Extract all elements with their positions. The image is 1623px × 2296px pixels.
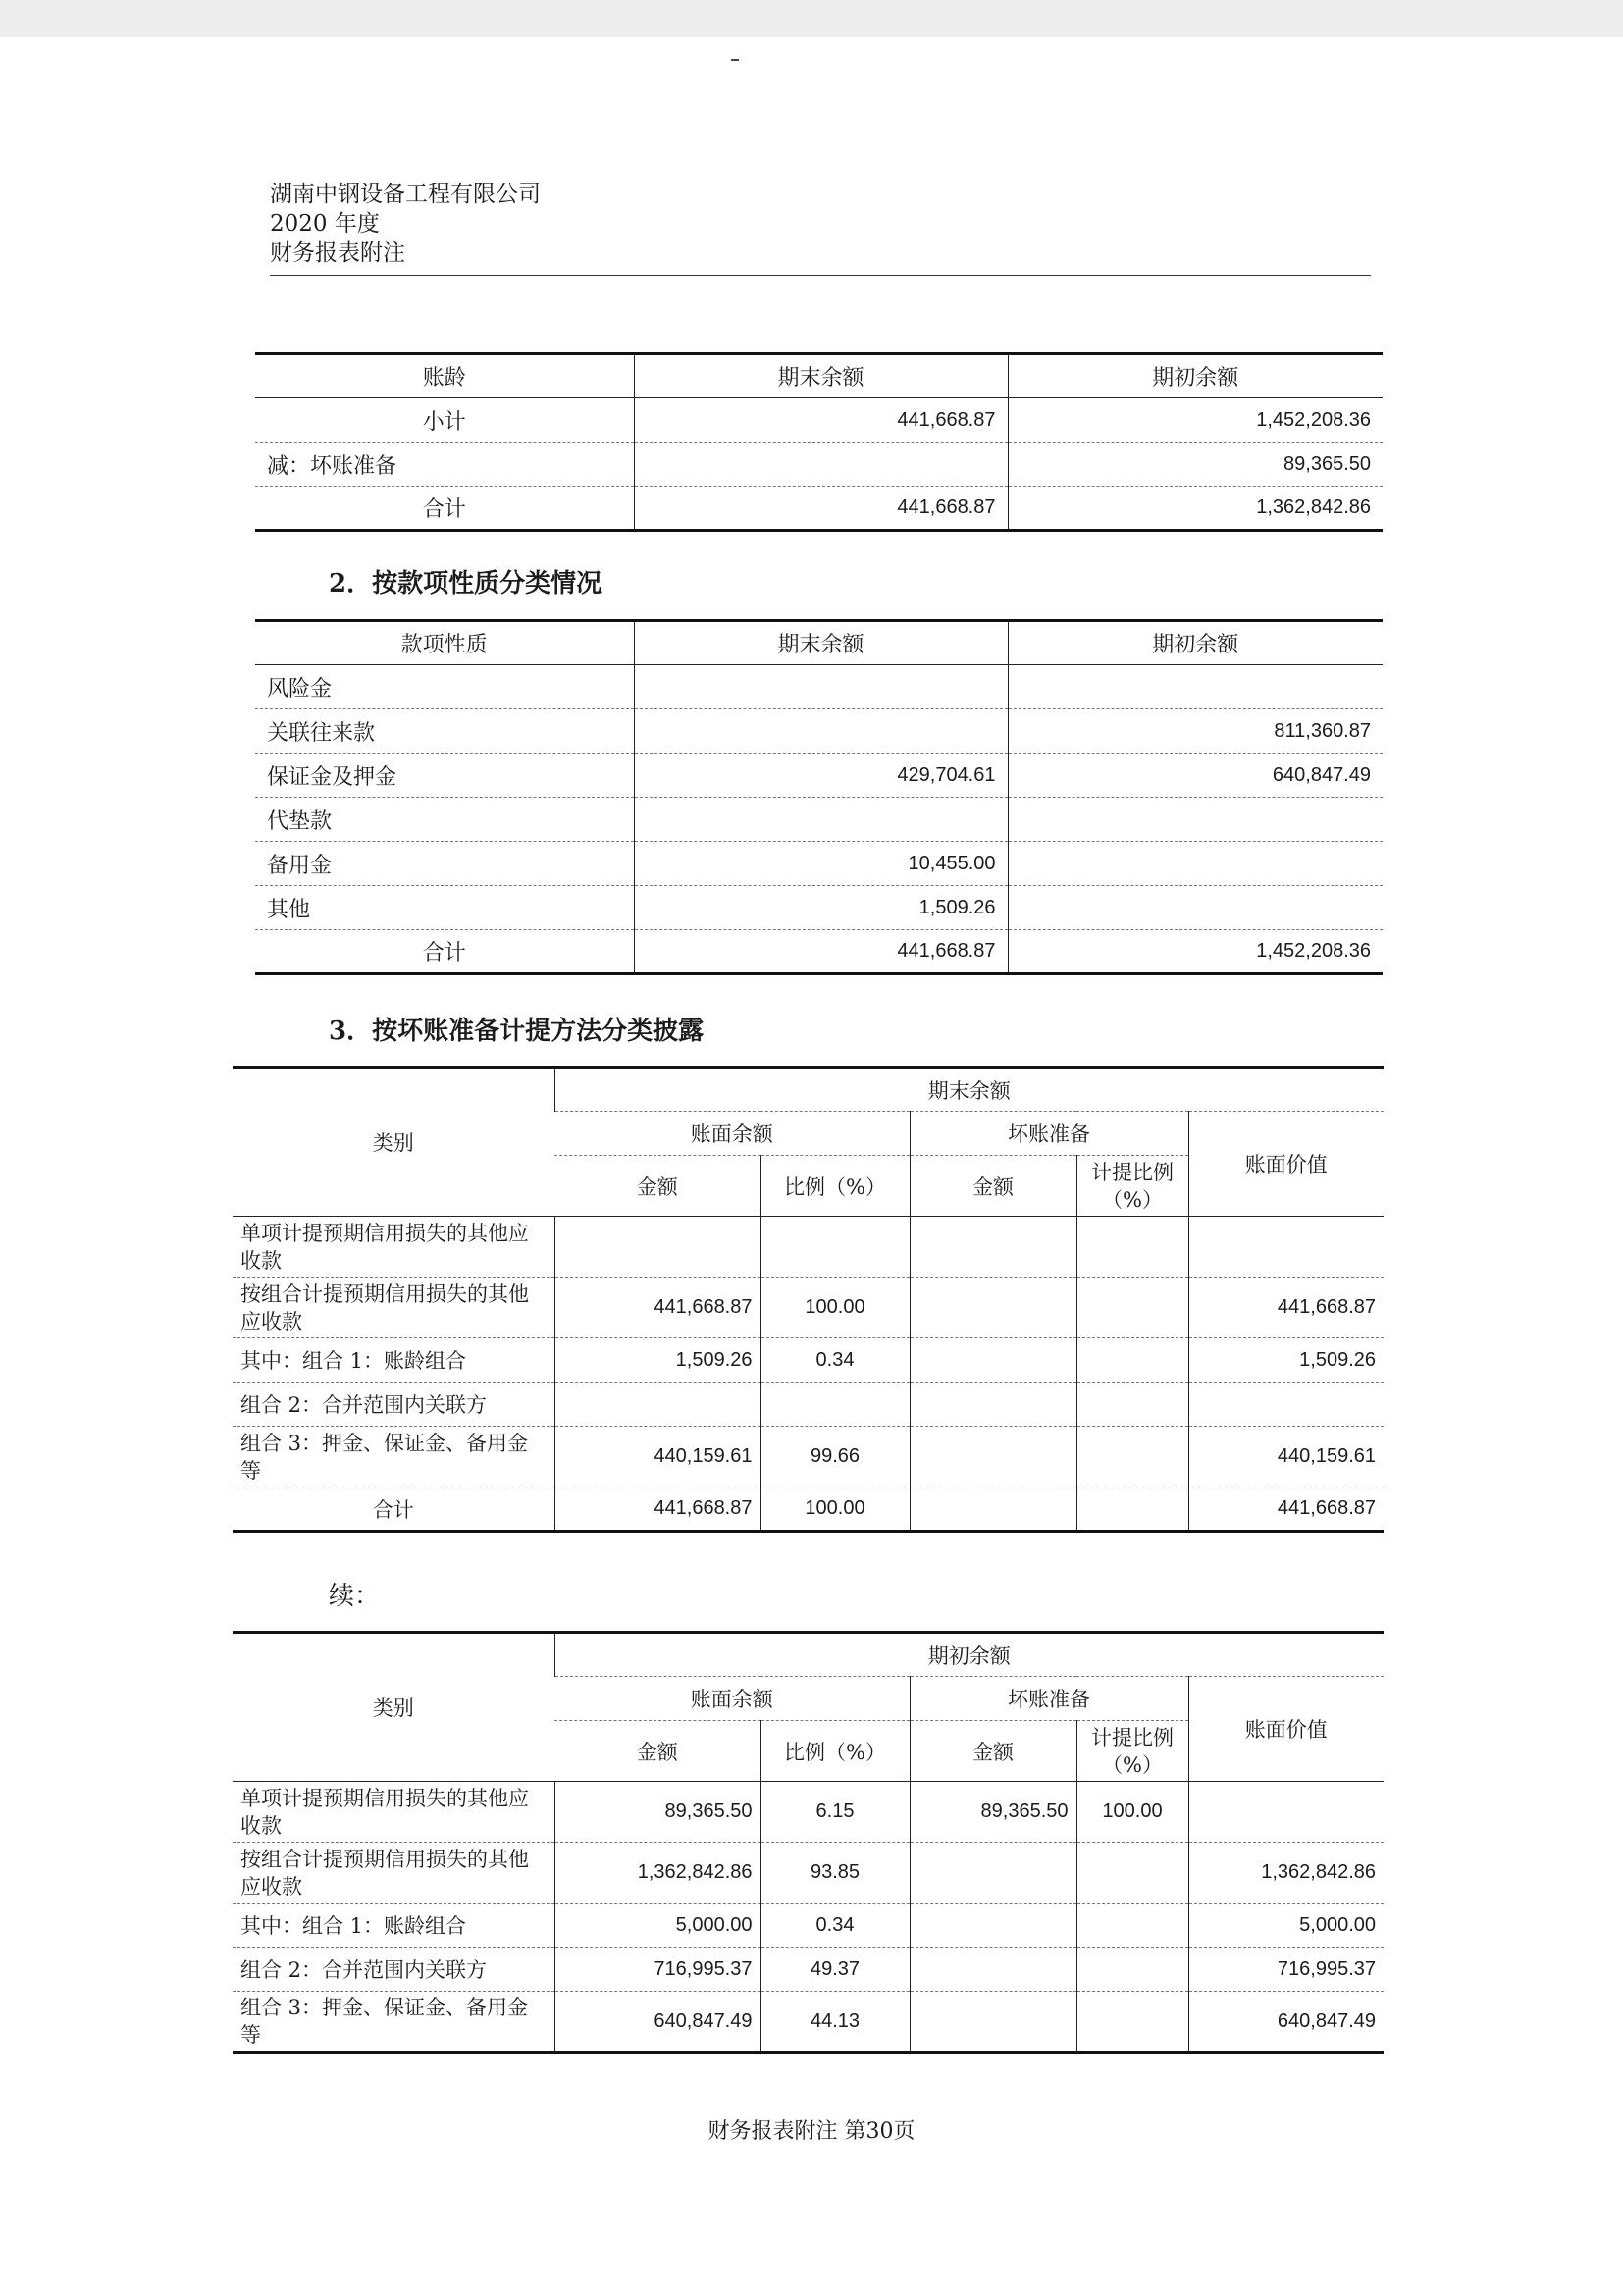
cell: 1,362,842.86	[554, 1843, 760, 1904]
row-label: 单项计提预期信用损失的其他应收款	[233, 1217, 554, 1278]
col-header-amount: 金额	[910, 1156, 1076, 1217]
table-row	[255, 886, 1383, 930]
col-header: 期末余额	[634, 621, 1008, 665]
cell	[554, 1217, 760, 1278]
cell	[910, 1843, 1076, 1904]
cell: 89,365.50	[910, 1782, 1076, 1843]
table-row	[233, 1383, 1384, 1427]
cell: 640,847.49	[1188, 1992, 1384, 2053]
cell: 441,668.87	[554, 1487, 760, 1532]
cell	[634, 709, 1008, 754]
scan-top-band	[0, 0, 1623, 37]
row-label: 组合 3：押金、保证金、备用金等	[233, 1992, 554, 2053]
cell	[760, 1383, 910, 1427]
col-header: 期初余额	[1008, 621, 1383, 665]
cell	[1188, 1383, 1384, 1427]
col-header-book-balance: 账面余额	[554, 1677, 910, 1721]
row-label: 其中：组合 1：账龄组合	[233, 1338, 554, 1383]
table-row	[233, 1904, 1384, 1948]
row-label: 按组合计提预期信用损失的其他应收款	[233, 1278, 554, 1338]
cell	[1076, 1487, 1188, 1532]
table-header-row	[255, 354, 1383, 398]
row-label: 其他	[255, 886, 634, 930]
table-row	[255, 842, 1383, 886]
row-label: 单项计提预期信用损失的其他应收款	[233, 1782, 554, 1843]
row-label: 组合 2：合并范围内关联方	[233, 1948, 554, 1992]
cell	[910, 1278, 1076, 1338]
col-header: 期末余额	[634, 354, 1008, 398]
col-header-bad-debt: 坏账准备	[910, 1112, 1188, 1156]
table-row	[255, 709, 1383, 754]
cell	[1008, 842, 1383, 886]
cell: 716,995.37	[554, 1948, 760, 1992]
col-header-ratio: 比例（%）	[760, 1721, 910, 1782]
col-header-category: 类别	[233, 1633, 554, 1782]
table-row	[233, 1992, 1384, 2053]
row-label: 组合 2：合并范围内关联方	[233, 1383, 554, 1427]
cell	[1076, 1992, 1188, 2053]
cell: 441,668.87	[634, 487, 1008, 531]
cell: 441,668.87	[634, 398, 1008, 443]
row-label: 合计	[233, 1487, 554, 1532]
document-title: 财务报表附注	[270, 240, 405, 266]
cell: 100.00	[1076, 1782, 1188, 1843]
row-label: 小计	[255, 398, 634, 443]
cell: 44.13	[760, 1992, 910, 2053]
col-header-ratio: 比例（%）	[760, 1156, 910, 1217]
row-label: 合计	[255, 487, 634, 531]
cell	[1076, 1427, 1188, 1487]
page-footer: 财务报表附注 第30页	[707, 2119, 916, 2144]
col-header-amount: 金额	[910, 1721, 1076, 1782]
cell	[910, 1383, 1076, 1427]
table-row	[233, 1487, 1384, 1532]
cell: 5,000.00	[1188, 1904, 1384, 1948]
row-label: 合计	[255, 930, 634, 974]
col-header-period: 期末余额	[554, 1068, 1384, 1112]
cell: 100.00	[760, 1278, 910, 1338]
cell: 99.66	[760, 1427, 910, 1487]
row-label: 组合 3：押金、保证金、备用金等	[233, 1427, 554, 1487]
cell	[1076, 1278, 1188, 1338]
cell: 6.15	[760, 1782, 910, 1843]
cell	[910, 1487, 1076, 1532]
cell: 441,668.87	[1188, 1487, 1384, 1532]
scan-mark	[731, 59, 739, 61]
continued-label: 续：	[329, 1582, 381, 1611]
col-header-bad-debt: 坏账准备	[910, 1677, 1188, 1721]
cell: 49.37	[760, 1948, 910, 1992]
aging-table	[255, 352, 1383, 532]
row-label: 按组合计提预期信用损失的其他应收款	[233, 1843, 554, 1904]
cell: 0.34	[760, 1338, 910, 1383]
table-row	[255, 665, 1383, 709]
col-header-book-value: 账面价值	[1188, 1677, 1384, 1782]
cell: 93.85	[760, 1843, 910, 1904]
header-rule	[270, 275, 1371, 276]
row-label: 保证金及押金	[255, 754, 634, 798]
table-row	[255, 443, 1383, 487]
col-header: 期初余额	[1008, 354, 1383, 398]
cell	[634, 798, 1008, 842]
cell: 0.34	[760, 1904, 910, 1948]
row-label: 备用金	[255, 842, 634, 886]
table-row	[233, 1278, 1384, 1338]
cell	[910, 1338, 1076, 1383]
cell: 1,509.26	[634, 886, 1008, 930]
cell	[910, 1217, 1076, 1278]
cell: 716,995.37	[1188, 1948, 1384, 1992]
cell: 1,509.26	[1188, 1338, 1384, 1383]
section-3-title: 3．按坏账准备计提方法分类披露	[329, 1017, 705, 1046]
cell	[760, 1217, 910, 1278]
row-label: 风险金	[255, 665, 634, 709]
table-header-row	[255, 621, 1383, 665]
table-row	[255, 798, 1383, 842]
table-row	[255, 754, 1383, 798]
cell	[1008, 798, 1383, 842]
col-header: 账龄	[255, 354, 634, 398]
col-header-provision-ratio: 计提比例（%）	[1076, 1156, 1188, 1217]
cell	[910, 1992, 1076, 2053]
col-header: 款项性质	[255, 621, 634, 665]
cell	[1076, 1843, 1188, 1904]
cell	[1076, 1383, 1188, 1427]
cell	[1076, 1217, 1188, 1278]
cell	[1008, 665, 1383, 709]
table-row	[233, 1843, 1384, 1904]
table-row	[233, 1782, 1384, 1843]
table-row	[255, 487, 1383, 531]
col-header-period: 期初余额	[554, 1633, 1384, 1677]
col-header-category: 类别	[233, 1068, 554, 1217]
cell	[1188, 1782, 1384, 1843]
row-label: 减：坏账准备	[255, 443, 634, 487]
provision-method-table-closing	[233, 1066, 1384, 1533]
cell: 441,668.87	[554, 1278, 760, 1338]
cell: 441,668.87	[1188, 1278, 1384, 1338]
cell: 89,365.50	[1008, 443, 1383, 487]
cell	[1008, 886, 1383, 930]
cell	[1076, 1338, 1188, 1383]
cell: 1,452,208.36	[1008, 930, 1383, 974]
cell	[910, 1427, 1076, 1487]
cell	[554, 1383, 760, 1427]
table-row	[233, 1338, 1384, 1383]
row-label: 关联往来款	[255, 709, 634, 754]
cell: 5,000.00	[554, 1904, 760, 1948]
company-name: 湖南中钢设备工程有限公司	[270, 182, 541, 207]
cell	[910, 1948, 1076, 1992]
cell: 440,159.61	[554, 1427, 760, 1487]
cell: 441,668.87	[634, 930, 1008, 974]
col-header-amount: 金额	[554, 1156, 760, 1217]
cell	[1076, 1948, 1188, 1992]
table-row	[255, 930, 1383, 974]
nature-table	[255, 619, 1383, 975]
cell: 1,452,208.36	[1008, 398, 1383, 443]
cell: 640,847.49	[1008, 754, 1383, 798]
table-row	[233, 1427, 1384, 1487]
cell	[634, 443, 1008, 487]
cell: 811,360.87	[1008, 709, 1383, 754]
provision-method-table-opening	[233, 1631, 1384, 2054]
col-header-provision-ratio: 计提比例（%）	[1076, 1721, 1188, 1782]
cell: 640,847.49	[554, 1992, 760, 2053]
section-2-title: 2．按款项性质分类情况	[329, 569, 602, 599]
col-header-book-value: 账面价值	[1188, 1112, 1384, 1217]
table-header-row	[233, 1068, 1384, 1112]
cell: 429,704.61	[634, 754, 1008, 798]
row-label: 其中：组合 1：账龄组合	[233, 1904, 554, 1948]
table-row	[255, 398, 1383, 443]
row-label: 代垫款	[255, 798, 634, 842]
cell	[910, 1904, 1076, 1948]
cell: 1,509.26	[554, 1338, 760, 1383]
table-row	[233, 1217, 1384, 1278]
table-header-row	[233, 1633, 1384, 1677]
cell	[1076, 1904, 1188, 1948]
cell	[1188, 1217, 1384, 1278]
cell: 10,455.00	[634, 842, 1008, 886]
cell: 440,159.61	[1188, 1427, 1384, 1487]
cell	[634, 665, 1008, 709]
cell: 89,365.50	[554, 1782, 760, 1843]
cell: 100.00	[760, 1487, 910, 1532]
col-header-book-balance: 账面余额	[554, 1112, 910, 1156]
report-year: 2020 年度	[270, 211, 380, 236]
table-row	[233, 1948, 1384, 1992]
page-header	[270, 180, 1369, 268]
col-header-amount: 金额	[554, 1721, 760, 1782]
cell: 1,362,842.86	[1188, 1843, 1384, 1904]
cell: 1,362,842.86	[1008, 487, 1383, 531]
